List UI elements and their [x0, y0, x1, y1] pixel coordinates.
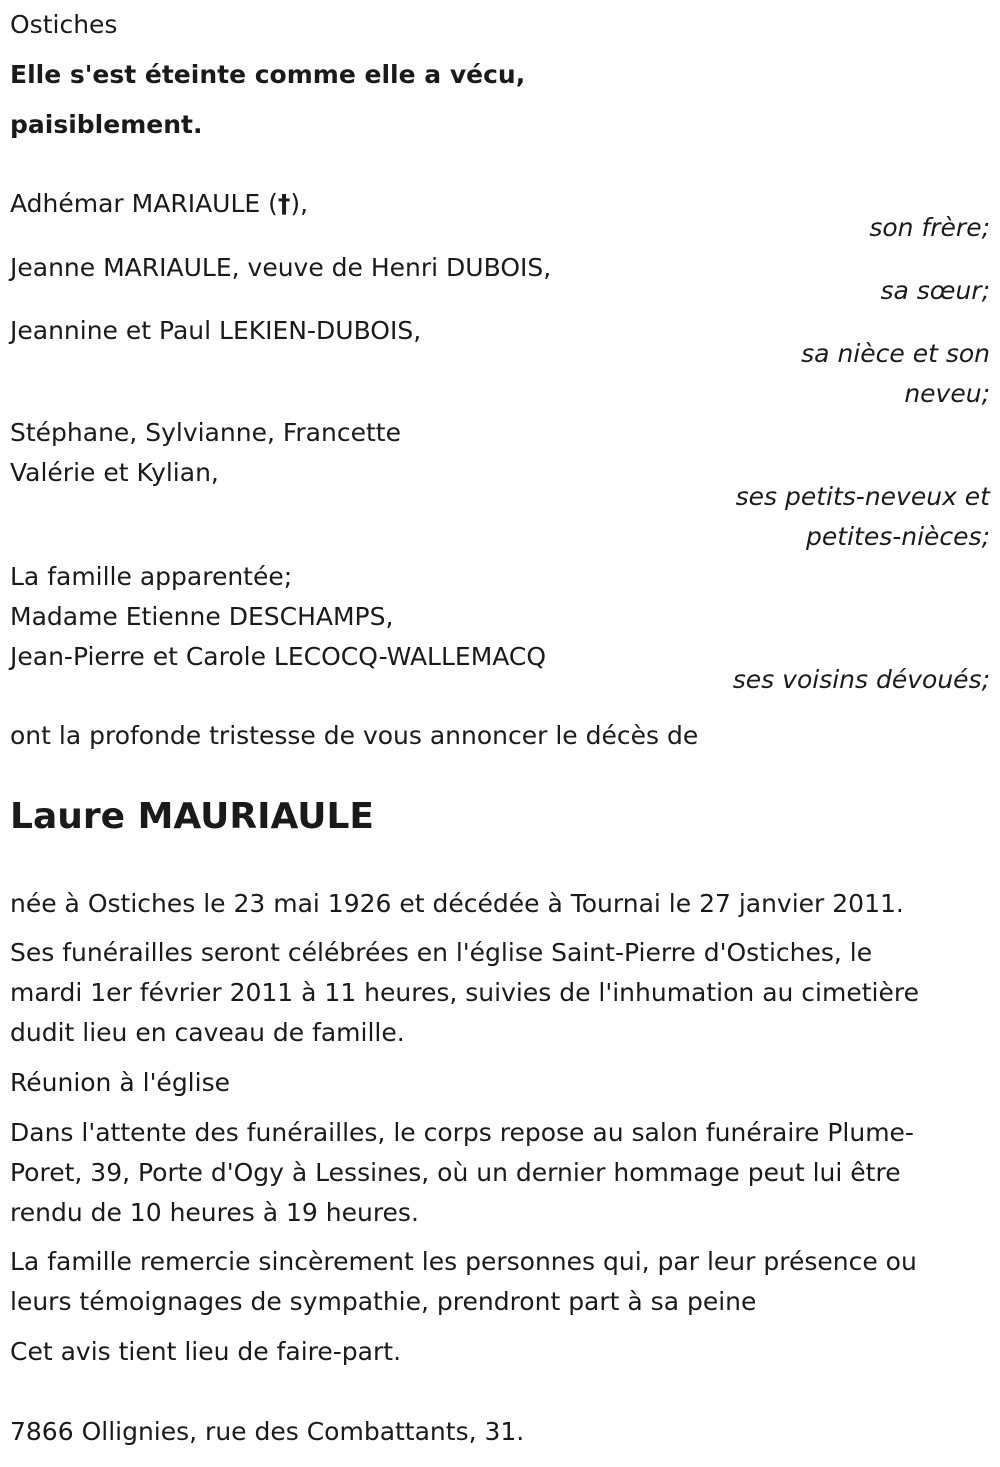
visit-line-2: Poret, 39, Porte d'Ogy à Lessines, où un dernier hommage peut lui être: [10, 1158, 901, 1187]
address-text: 7866 Ollignies, rue des Combattants, 31.: [10, 1417, 525, 1446]
funeral-line-1: Ses funérailles seront célébrées en l'église Saint-Pierre d'Ostiches, le: [10, 938, 873, 967]
deceased-name: Laure MAURIAULE: [10, 796, 375, 837]
funeral-line-3: dudit lieu en caveau de famille.: [10, 1018, 405, 1047]
reunion-text: Réunion à l'église: [10, 1068, 230, 1097]
notice-text: Cet avis tient lieu de faire-part.: [10, 1337, 402, 1366]
visit-line-1: Dans l'attente des funérailles, le corps repose au salon funéraire Plume-: [10, 1118, 914, 1147]
family-others-line-2: Madame Etienne DESCHAMPS,: [10, 602, 394, 631]
family-jeannine-name: Jeannine et Paul LEKIEN-DUBOIS,: [10, 316, 422, 345]
family-grandchildren-relation-2: petites-nièces;: [806, 522, 990, 551]
family-grandchildren-name-2: Valérie et Kylian,: [10, 458, 219, 487]
visit-line-3: rendu de 10 heures à 19 heures.: [10, 1198, 419, 1227]
thanks-line-1: La famille remercie sincèrement les personnes qui, par leur présence ou: [10, 1247, 917, 1276]
family-jeanne-relation: sa sœur;: [880, 276, 990, 305]
quote-line-1: Elle s'est éteinte comme elle a vécu,: [10, 60, 526, 89]
adhemar-name-before: Adhémar MARIAULE (: [10, 189, 278, 218]
family-jeanne-name: Jeanne MARIAULE, veuve de Henri DUBOIS,: [10, 253, 552, 282]
family-others-line-3: Jean-Pierre et Carole LECOCQ-WALLEMACQ: [10, 642, 547, 671]
family-adhemar-relation: son frère;: [869, 213, 990, 242]
town-name: Ostiches: [10, 10, 118, 39]
announcement-text: ont la profonde tristesse de vous annoncer le décès de: [10, 721, 699, 750]
birth-death-text: née à Ostiches le 23 mai 1926 et décédée à Tournai le 27 janvier 2011.: [10, 889, 904, 918]
family-jeannine-relation-1: sa nièce et son: [801, 339, 990, 368]
family-grandchildren-name-1: Stéphane, Sylvianne, Francette: [10, 418, 401, 447]
family-others-line-1: La famille apparentée;: [10, 562, 293, 591]
thanks-line-2: leurs témoignages de sympathie, prendront part à sa peine: [10, 1287, 757, 1316]
family-jeannine-relation-2: neveu;: [904, 379, 990, 408]
funeral-line-2: mardi 1er février 2011 à 11 heures, suivies de l'inhumation au cimetière: [10, 978, 919, 1007]
family-others-relation: ses voisins dévoués;: [732, 665, 990, 694]
adhemar-name-after: ),: [290, 189, 309, 218]
quote-line-2: paisiblement.: [10, 110, 203, 139]
family-adhemar-name: [10, 184, 308, 224]
family-grandchildren-relation-1: ses petits-neveux et: [735, 482, 990, 511]
cross-icon: †: [277, 189, 291, 218]
